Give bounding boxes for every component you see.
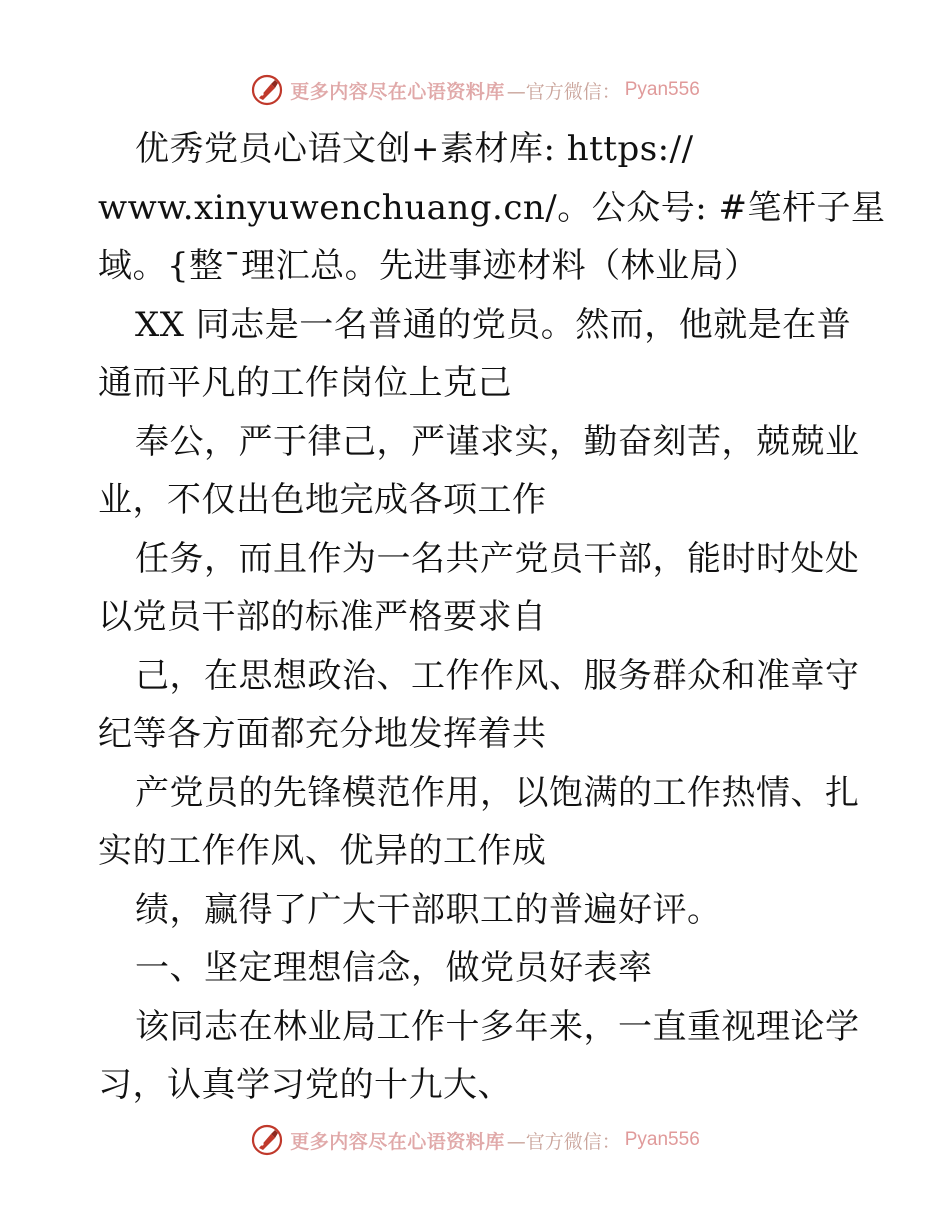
footer-banner xyxy=(0,1120,950,1160)
text-line: 己，在思想政治、工作作风、服务群众和准章守 xyxy=(135,655,860,696)
banner-wechat-label: —官方微信： xyxy=(506,80,621,103)
text-line: 通而平凡的工作岗位上克己 xyxy=(98,363,512,403)
pen-nib-logo-icon xyxy=(250,73,284,107)
banner-wechat-id: Pyan556 xyxy=(624,1129,700,1150)
text-line: 该同志在林业局工作十多年来，一直重视理论学 xyxy=(135,1006,860,1047)
text-line: 纪等各方面都充分地发挥着共 xyxy=(98,714,547,754)
document-body xyxy=(98,120,886,1115)
text-line: 实的工作作风、优异的工作成 xyxy=(98,831,547,871)
header-banner xyxy=(0,70,950,110)
text-line: 优秀党员心语文创+素材库: https:// xyxy=(135,129,694,169)
text-line: 以党员干部的标准严格要求自 xyxy=(98,597,547,637)
banner-main-text: 更多内容尽在心语资料库 xyxy=(290,80,505,103)
banner-wechat-id: Pyan556 xyxy=(624,79,700,100)
text-line: 习，认真学习党的十九大、 xyxy=(98,1065,512,1105)
text-line: 产党员的先锋模范作用，以饱满的工作热情、扎 xyxy=(135,772,860,813)
text-line: XX 同志是一名普通的党员。然而，他就是在普 xyxy=(135,304,852,345)
banner-wechat-label: —官方微信： xyxy=(506,1130,621,1153)
text-line: 一、坚定理想信念，做党员好表率 xyxy=(135,948,653,988)
banner-main-text: 更多内容尽在心语资料库 xyxy=(290,1130,505,1153)
text-line: www.xinyuwenchuang.cn/。公众号: #笔杆子星 xyxy=(98,187,886,228)
text-line: 任务，而且作为一名共产党员干部，能时时处处 xyxy=(135,538,860,579)
text-line: 奉公，严于律己，严谨求实，勤奋刻苦，兢兢业 xyxy=(135,421,860,462)
pen-nib-logo-icon xyxy=(250,1123,284,1157)
text-line: 业，不仅出色地完成各项工作 xyxy=(98,480,547,520)
text-line: 绩，赢得了广大干部职工的普遍好评。 xyxy=(135,889,722,930)
text-line: 域。{整¯理汇总。先进事迹材料（林业局） xyxy=(98,246,759,286)
